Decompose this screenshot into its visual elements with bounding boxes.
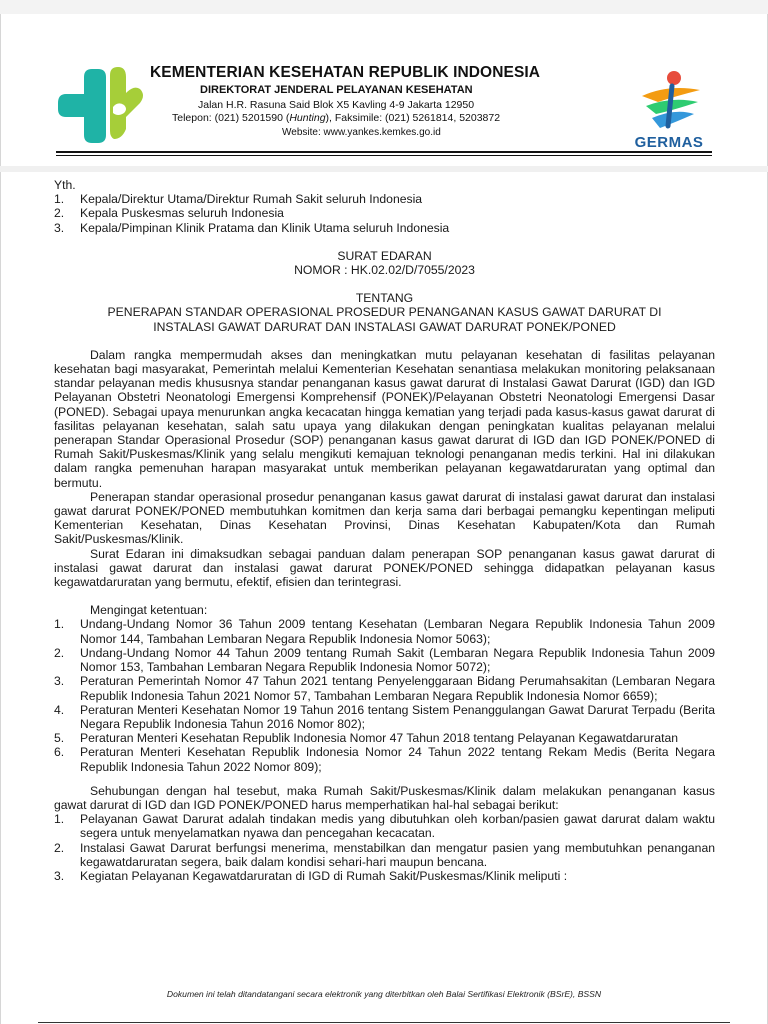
- phone-suffix: ), Faksimile: (021) 5261814, 5203872: [325, 112, 501, 124]
- list-number: 3.: [54, 220, 65, 235]
- list-text: Peraturan Pemerintah Nomor 47 Tahun 2021 tentang Penyelenggaraan Bidang Perumahsakitan (Lembaran Negara Republik Indonesia Tahun 2021 Nomor 57, Tambahan Lembaran Negara Republik Indonesia Nomor 6659);: [80, 674, 715, 703]
- list-number: 5.: [54, 731, 65, 746]
- list-item: [54, 731, 715, 745]
- list-text: Kegiatan Pelayanan Kegawatdaruratan di IGD di Rumah Sakit/Puskesmas/Klinik meliputi :: [80, 868, 568, 883]
- list-item: [54, 812, 715, 840]
- list-text: Peraturan Menteri Kesehatan Republik Indonesia Nomor 24 Tahun 2022 tentang Rekam Medis (Berita Negara Republik Indonesia Tahun 2022 Nomor 809);: [80, 745, 715, 774]
- list-number: 1.: [54, 192, 65, 207]
- website: Website: www.yankes.kemkes.go.id: [282, 127, 441, 138]
- kemenkes-logo-icon: [56, 59, 146, 149]
- letter-body: [54, 178, 715, 883]
- letterhead-rule-thin: [56, 155, 712, 156]
- list-text: Kepala/Direktur Utama/Direktur Rumah Sakit seluruh Indonesia: [80, 192, 423, 207]
- list-number: 2.: [54, 206, 65, 221]
- list-number: 3.: [54, 674, 65, 689]
- list-number: 6.: [54, 745, 65, 760]
- office-address: Jalan H.R. Rasuna Said Blok X5 Kavling 4-9 Jakarta 12950: [198, 99, 475, 111]
- list-text: Peraturan Menteri Kesehatan Republik Indonesia Nomor 47 Tahun 2018 tentang Pelayanan Kegawatdaruratan: [80, 731, 679, 746]
- list-item: [54, 674, 715, 702]
- page-break-band: [0, 166, 768, 172]
- e-signature-note: Dokumen ini telah ditandatangani secara elektronik yang diterbitkan oleh Balai Sertifikasi Elektronik (BSrE), BSSN: [166, 989, 602, 999]
- list-item: [54, 206, 715, 220]
- footer-rule: [38, 1022, 730, 1023]
- letterhead-rule: [56, 151, 712, 153]
- list-text: Undang-Undang Nomor 44 Tahun 2009 tentang Rumah Sakit (Lembaran Negara Republik Indonesia Tahun 2009 Nomor 153, Tambahan Lembaran Negara Republik Indonesia Nomor 5072);: [80, 645, 715, 675]
- paragraph-3: Surat Edaran ini dimaksudkan sebagai panduan dalam penerapan SOP penanganan kasus gawat darurat di instalasi gawat darurat dan instalasi gawat darurat PONEK/PONED sehingga didapatkan pelayanan kasus kegawatdaruratan yang bermutu, efektif, efisien dan terintegrasi.: [54, 546, 715, 590]
- list-number: 2.: [54, 840, 65, 855]
- list-number: 2.: [54, 645, 65, 660]
- addressee-list: [54, 192, 715, 235]
- top-margin: [0, 0, 768, 14]
- phone-hunting: Hunting: [289, 112, 326, 124]
- phone-fax: [172, 112, 500, 124]
- list-text: Kepala/Pimpinan Klinik Pratama dan Klinik Utama seluruh Indonesia: [80, 220, 450, 235]
- list-text: Instalasi Gawat Darurat berfungsi menerima, menstabilkan dan mengatur pasien yang membutuhkan penanganan kegawatdaruratan segera, baik dalam kondisi sehari-hari maupun bencana.: [80, 840, 715, 869]
- subject-line-1: PENERAPAN STANDAR OPERASIONAL PROSEDUR PENANGANAN KASUS GAWAT DARURAT DI: [107, 305, 662, 320]
- list-text: Kepala Puskesmas seluruh Indonesia: [80, 206, 284, 221]
- phone-prefix: Telepon: (021) 5201590 (: [172, 112, 290, 124]
- list-item: [54, 841, 715, 869]
- list-number: 4.: [54, 702, 65, 717]
- list-number: 3.: [54, 868, 65, 883]
- list-item: [54, 617, 715, 645]
- list-item: [54, 745, 715, 773]
- salutation: Yth.: [54, 178, 76, 192]
- list-item: [54, 869, 715, 883]
- list-text: Undang-Undang Nomor 36 Tahun 2009 tentang Kesehatan (Lembaran Negara Republik Indonesia Tahun 2009 Nomor 144, Tambahan Lembaran Negara Republik Indonesia Nomor 5063);: [80, 617, 715, 646]
- list-text: Pelayanan Gawat Darurat adalah tindakan medis yang dibutuhkan oleh korban/pasien gawat darurat dalam waktu segera untuk menyelamatkan nyawa dan pencegahan kecacatan.: [80, 812, 715, 841]
- doc-type: SURAT EDARAN: [337, 248, 432, 263]
- paragraph-1: Dalam rangka mempermudah akses dan meningkatkan mutu pelayanan kesehatan di fasilitas pelayanan kesehatan bagi masyarakat, Pemerintah melalui Kementerian Kesehatan senantiasa melakukan monitoring pelaksanaan standar pelayanan medis khususnya standar penanganan kasus gawat darurat di Instalasi Gawat Darurat (IGD) dan IGD Pelayanan Obstetri Neonatologi Emergensi Komprehensif (PONEK)/Pelayanan Obstetri Neonatologi Emergensi Dasar (PONED). Sebagai upaya menurunkan angka kecacatan hingga kematian yang terjadi pada kasus-kasus gawat darurat di fasilitas pelayanan kesehatan, salah satu upaya yang dilakukan dengan peningkatan kualitas pelayanan melalui penerapan Standar Operasional Prosedur (SOP) penanganan kasus gawat darurat di IGD dan IGD PONEK/PONED di Rumah Sakit/Puskesmas/Klinik yang selalu mengikuti kemajuan teknologi penanganan medis terkini. Hal ini dilakukan dalam rangka pemenuhan harapan masyarakat untuk memberikan pelayanan kegawatdaruratan yang optimal dan bermutu.: [54, 347, 715, 490]
- ministry-name: KEMENTERIAN KESEHATAN REPUBLIK INDONESIA: [150, 64, 541, 81]
- germas-figure-icon: [628, 66, 710, 134]
- list-text: Peraturan Menteri Kesehatan Nomor 19 Tahun 2016 tentang Sistem Penanggulangan Gawat Darurat Terpadu (Berita Negara Republik Indonesia Tahun 2016 Nomor 802);: [80, 702, 715, 731]
- points-list: [54, 812, 715, 883]
- list-item: [54, 646, 715, 674]
- directorate-name: DIREKTORAT JENDERAL PELAYANAN KESEHATAN: [200, 84, 473, 96]
- list-number: 1.: [54, 812, 65, 827]
- considering-list: [54, 617, 715, 773]
- germas-logo: [628, 66, 710, 154]
- list-item: [54, 192, 715, 206]
- paragraph-4: Sehubungan dengan hal tesebut, maka Rumah Sakit/Puskesmas/Klinik dalam melakukan penanganan kasus gawat darurat di IGD dan IGD PONEK/PONED harus memperhatikan hal-hal sebagai berikut:: [54, 783, 715, 812]
- list-item: [54, 703, 715, 731]
- about-label: TENTANG: [355, 291, 414, 306]
- list-item: [54, 221, 715, 235]
- considering-heading: Mengingat ketentuan:: [90, 603, 208, 618]
- paragraph-2: Penerapan standar operasional prosedur penanganan kasus gawat darurat di instalasi gawat darurat dan instalasi gawat darurat PONEK/PONED membutuhkan komitmen dan kerja sama dari berbagai pemangku kepentingan meliputi Kementerian Kesehatan, Dinas Kesehatan Provinsi, Dinas Kesehatan Kabupaten/Kota dan Rumah Sakit/Puskesmas/Klinik.: [54, 489, 715, 547]
- list-number: 1.: [54, 617, 65, 632]
- doc-number: NOMOR : HK.02.02/D/7055/2023: [294, 263, 475, 278]
- germas-label: GERMAS: [634, 134, 704, 151]
- subject-line-2: INSTALASI GAWAT DARURAT DAN INSTALASI GAWAT DARURAT PONEK/PONED: [153, 319, 616, 334]
- letterhead: [0, 14, 768, 170]
